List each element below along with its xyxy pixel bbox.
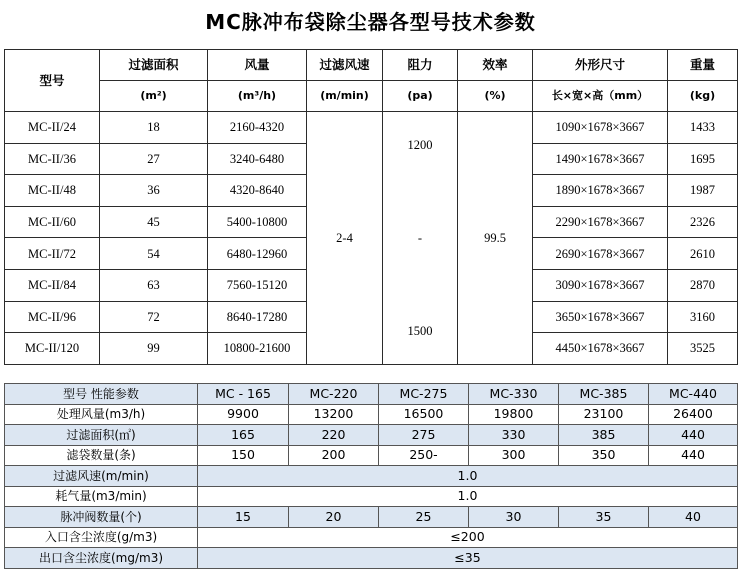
merged-cell: ≤35 bbox=[198, 548, 738, 569]
merged-cell: 1.0 bbox=[198, 466, 738, 487]
resistance-min: 1200 bbox=[407, 137, 433, 152]
table-cell: 200 bbox=[289, 445, 379, 466]
cell-resistance-merged bbox=[383, 112, 458, 365]
cell-area: 99 bbox=[100, 333, 208, 365]
cell-airflow: 5400-10800 bbox=[208, 206, 307, 238]
table-cell: 220 bbox=[289, 425, 379, 446]
row-label: 过滤风速(m/min) bbox=[5, 466, 198, 487]
cell-model: MC-II/84 bbox=[5, 269, 100, 301]
table-cell: 385 bbox=[559, 425, 649, 446]
table1-header-row bbox=[5, 50, 738, 81]
table-cell: 26400 bbox=[649, 404, 738, 425]
row-label: 脉冲阀数量(个) bbox=[5, 507, 198, 528]
cell-model: MC-II/60 bbox=[5, 206, 100, 238]
cell-area: 63 bbox=[100, 269, 208, 301]
table-row bbox=[5, 507, 738, 528]
cell-model: MC-II/24 bbox=[5, 112, 100, 144]
cell-size: 3090×1678×3667 bbox=[533, 269, 668, 301]
cell-efficiency-merged: 99.5 bbox=[458, 112, 533, 365]
unit-speed: (m/min) bbox=[307, 81, 383, 112]
header-model-330: MC-330 bbox=[469, 384, 559, 405]
table-row bbox=[5, 466, 738, 487]
cell-weight: 2610 bbox=[668, 238, 738, 270]
row-label: 处理风量(m3/h) bbox=[5, 404, 198, 425]
header-speed: 过滤风速 bbox=[307, 50, 383, 81]
header-efficiency: 效率 bbox=[458, 50, 533, 81]
header-airflow: 风量 bbox=[208, 50, 307, 81]
table-cell: 250- bbox=[379, 445, 469, 466]
table-cell: 16500 bbox=[379, 404, 469, 425]
cell-area: 36 bbox=[100, 175, 208, 207]
row-label: 滤袋数量(条) bbox=[5, 445, 198, 466]
table1-unit-row bbox=[5, 81, 738, 112]
table-cell: 440 bbox=[649, 425, 738, 446]
header-model-385: MC-385 bbox=[559, 384, 649, 405]
unit-efficiency: (%) bbox=[458, 81, 533, 112]
cell-size: 1090×1678×3667 bbox=[533, 112, 668, 144]
header-weight: 重量 bbox=[668, 50, 738, 81]
cell-model: MC-II/72 bbox=[5, 238, 100, 270]
table-cell: 15 bbox=[198, 507, 289, 528]
cell-airflow: 7560-15120 bbox=[208, 269, 307, 301]
table-cell: 13200 bbox=[289, 404, 379, 425]
table-row bbox=[5, 404, 738, 425]
header-model-params: 型号 性能参数 bbox=[5, 384, 198, 405]
table-cell: 25 bbox=[379, 507, 469, 528]
unit-size: 长×宽×高（mm） bbox=[533, 81, 668, 112]
table-cell: 19800 bbox=[469, 404, 559, 425]
cell-airflow: 2160-4320 bbox=[208, 112, 307, 144]
table-cell: 440 bbox=[649, 445, 738, 466]
specs-table-mc-series bbox=[4, 383, 738, 569]
table-row bbox=[5, 425, 738, 446]
table-row bbox=[5, 527, 738, 548]
merged-cell: ≤200 bbox=[198, 527, 738, 548]
cell-airflow: 3240-6480 bbox=[208, 143, 307, 175]
cell-speed-merged: 2-4 bbox=[307, 112, 383, 365]
cell-model: MC-II/48 bbox=[5, 175, 100, 207]
header-size: 外形尺寸 bbox=[533, 50, 668, 81]
table-row bbox=[5, 112, 738, 144]
table-cell: 20 bbox=[289, 507, 379, 528]
header-resistance: 阻力 bbox=[383, 50, 458, 81]
merged-cell: 1.0 bbox=[198, 486, 738, 507]
cell-airflow: 4320-8640 bbox=[208, 175, 307, 207]
cell-airflow: 8640-17280 bbox=[208, 301, 307, 333]
cell-weight: 2326 bbox=[668, 206, 738, 238]
cell-area: 54 bbox=[100, 238, 208, 270]
header-model-165: MC - 165 bbox=[198, 384, 289, 405]
cell-model: MC-II/36 bbox=[5, 143, 100, 175]
table-cell: 330 bbox=[469, 425, 559, 446]
unit-weight: (kg) bbox=[668, 81, 738, 112]
table-cell: 35 bbox=[559, 507, 649, 528]
unit-airflow: (m³/h) bbox=[208, 81, 307, 112]
cell-size: 1890×1678×3667 bbox=[533, 175, 668, 207]
cell-size: 3650×1678×3667 bbox=[533, 301, 668, 333]
table-cell: 165 bbox=[198, 425, 289, 446]
table-cell: 23100 bbox=[559, 404, 649, 425]
header-model-440: MC-440 bbox=[649, 384, 738, 405]
table-cell: 275 bbox=[379, 425, 469, 446]
cell-size: 1490×1678×3667 bbox=[533, 143, 668, 175]
header-model: 型号 bbox=[5, 50, 100, 112]
cell-weight: 3160 bbox=[668, 301, 738, 333]
specs-table-mc-ii bbox=[4, 49, 738, 365]
table-row bbox=[5, 548, 738, 569]
resistance-max: 1500 bbox=[407, 323, 433, 338]
cell-area: 45 bbox=[100, 206, 208, 238]
cell-area: 72 bbox=[100, 301, 208, 333]
cell-size: 4450×1678×3667 bbox=[533, 333, 668, 365]
cell-size: 2290×1678×3667 bbox=[533, 206, 668, 238]
page-title: MC脉冲布袋除尘器各型号技术参数 bbox=[205, 10, 536, 34]
row-label: 入口含尘浓度(g/m3) bbox=[5, 527, 198, 548]
table-cell: 300 bbox=[469, 445, 559, 466]
cell-weight: 1695 bbox=[668, 143, 738, 175]
header-area: 过滤面积 bbox=[100, 50, 208, 81]
cell-weight: 2870 bbox=[668, 269, 738, 301]
unit-area: (m²) bbox=[100, 81, 208, 112]
cell-weight: 1987 bbox=[668, 175, 738, 207]
header-model-220: MC-220 bbox=[289, 384, 379, 405]
table-row bbox=[5, 486, 738, 507]
cell-area: 27 bbox=[100, 143, 208, 175]
cell-weight: 3525 bbox=[668, 333, 738, 365]
row-label: 过滤面积(㎡) bbox=[5, 425, 198, 446]
table-cell: 150 bbox=[198, 445, 289, 466]
cell-model: MC-II/120 bbox=[5, 333, 100, 365]
table-cell: 9900 bbox=[198, 404, 289, 425]
table-cell: 350 bbox=[559, 445, 649, 466]
unit-resistance: (pa) bbox=[383, 81, 458, 112]
resistance-dash: - bbox=[417, 230, 423, 245]
row-label: 出口含尘浓度(mg/m3) bbox=[5, 548, 198, 569]
cell-model: MC-II/96 bbox=[5, 301, 100, 333]
table-cell: 40 bbox=[649, 507, 738, 528]
table2-header-row bbox=[5, 384, 738, 405]
header-model-275: MC-275 bbox=[379, 384, 469, 405]
cell-airflow: 10800-21600 bbox=[208, 333, 307, 365]
row-label: 耗气量(m3/min) bbox=[5, 486, 198, 507]
table-cell: 30 bbox=[469, 507, 559, 528]
cell-area: 18 bbox=[100, 112, 208, 144]
table-row bbox=[5, 445, 738, 466]
cell-airflow: 6480-12960 bbox=[208, 238, 307, 270]
cell-size: 2690×1678×3667 bbox=[533, 238, 668, 270]
cell-weight: 1433 bbox=[668, 112, 738, 144]
